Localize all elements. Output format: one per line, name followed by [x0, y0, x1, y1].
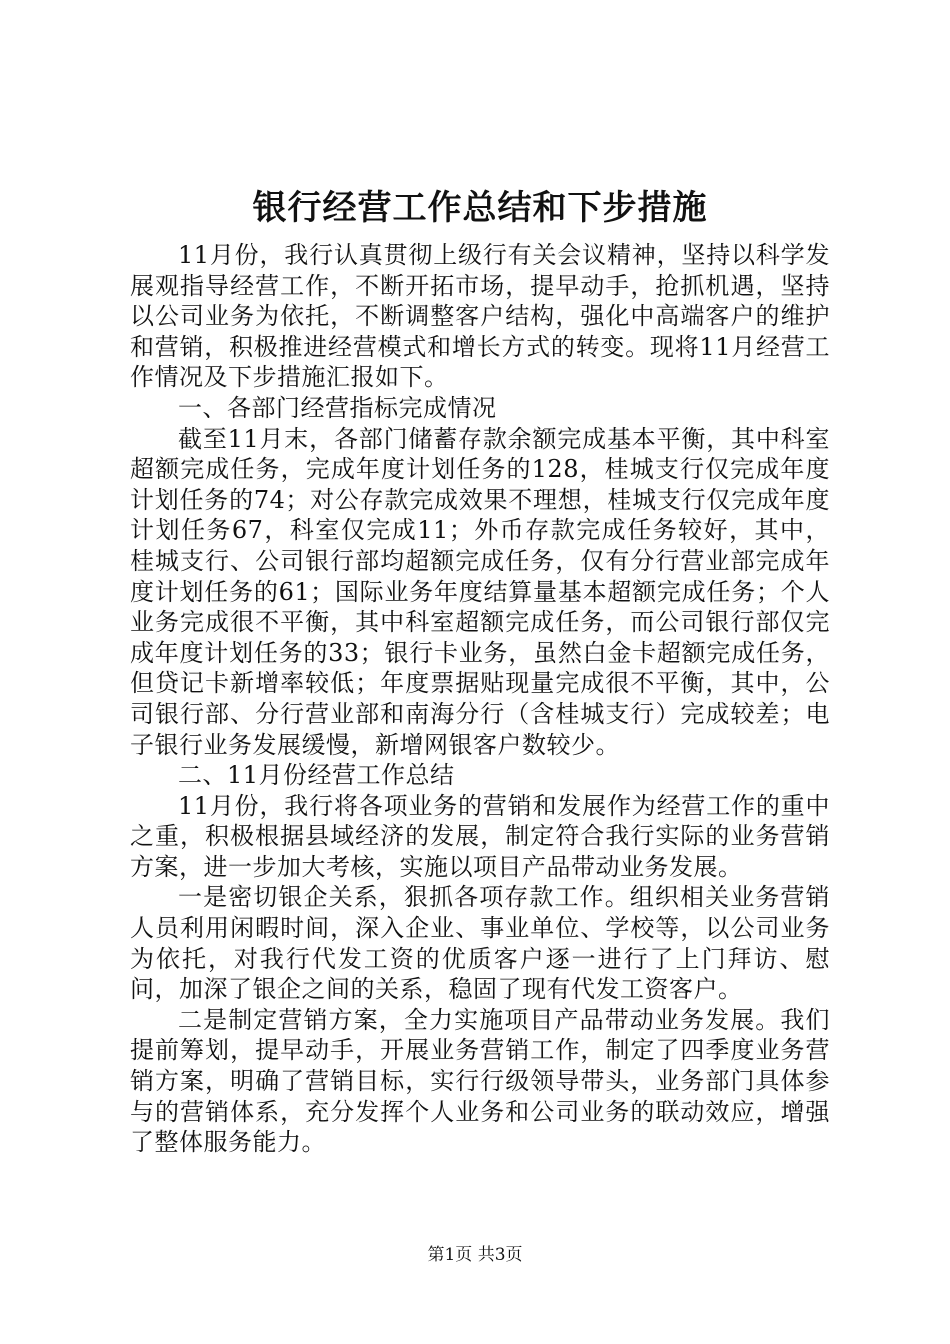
paragraph-intro: 11月份，我行认真贯彻上级行有关会议精神，坚持以科学发展观指导经营工作，不断开拓市场，提早动手，抢抓机遇，坚持以公司业务为依托，不断调整客户结构，强化中高端客户的维护和营销，积极推进经营模式和增长方式的转变。现将11月经营工作情况及下步措施汇报如下。 [130, 241, 830, 392]
paragraph-point-1: 一是密切银企关系，狠抓各项存款工作。组织相关业务营销人员利用闲暇时间，深入企业、事业单位、学校等，以公司业务为依托，对我行代发工资的优质客户逐一进行了上门拜访、慰问，加深了银企之间的关系，稳固了现有代发工资客户。 [130, 883, 830, 1004]
section-heading-2: 二、11月份经营工作总结 [178, 761, 455, 790]
document-title: 银行经营工作总结和下步措施 [252, 188, 708, 228]
section-heading-1: 一、各部门经营指标完成情况 [178, 393, 497, 422]
paragraph-indicators: 截至11月末，各部门储蓄存款余额完成基本平衡，其中科室超额完成任务，完成年度计划任务的128，桂城支行仅完成年度计划任务的74；对公存款完成效果不理想，桂城支行仅完成年度计划任务67，科室仅完成11；外币存款完成任务较好，其中，桂城支行、公司银行部均超额完成任务，仅有分行营业部完成年度计划任务的61；国际业务年度结算量基本超额完成任务；个人业务完成很不平衡，其中科室超额完成任务，而公司银行部仅完成年度计划任务的33；银行卡业务，虽然白金卡超额完成任务，但贷记卡新增率较低；年度票据贴现量完成很不平衡，其中，公司银行部、分行营业部和南海分行（含桂城支行）完成较差；电子银行业务发展缓慢，新增网银客户数较少。 [130, 424, 830, 759]
paragraph-point-2: 二是制定营销方案，全力实施项目产品带动业务发展。我们提前筹划，提早动手，开展业务营销工作，制定了四季度业务营销方案，明确了营销目标，实行行级领导带头，业务部门具体参与的营销体系，充分发挥个人业务和公司业务的联动效应，增强了整体服务能力。 [130, 1005, 830, 1157]
paragraph-summary: 11月份，我行将各项业务的营销和发展作为经营工作的重中之重，积极根据县域经济的发展，制定符合我行实际的业务营销方案，进一步加大考核，实施以项目产品带动业务发展。 [130, 791, 830, 881]
page-footer: 第1页 共3页 [427, 1245, 523, 1265]
document-page [130, 180, 830, 1158]
